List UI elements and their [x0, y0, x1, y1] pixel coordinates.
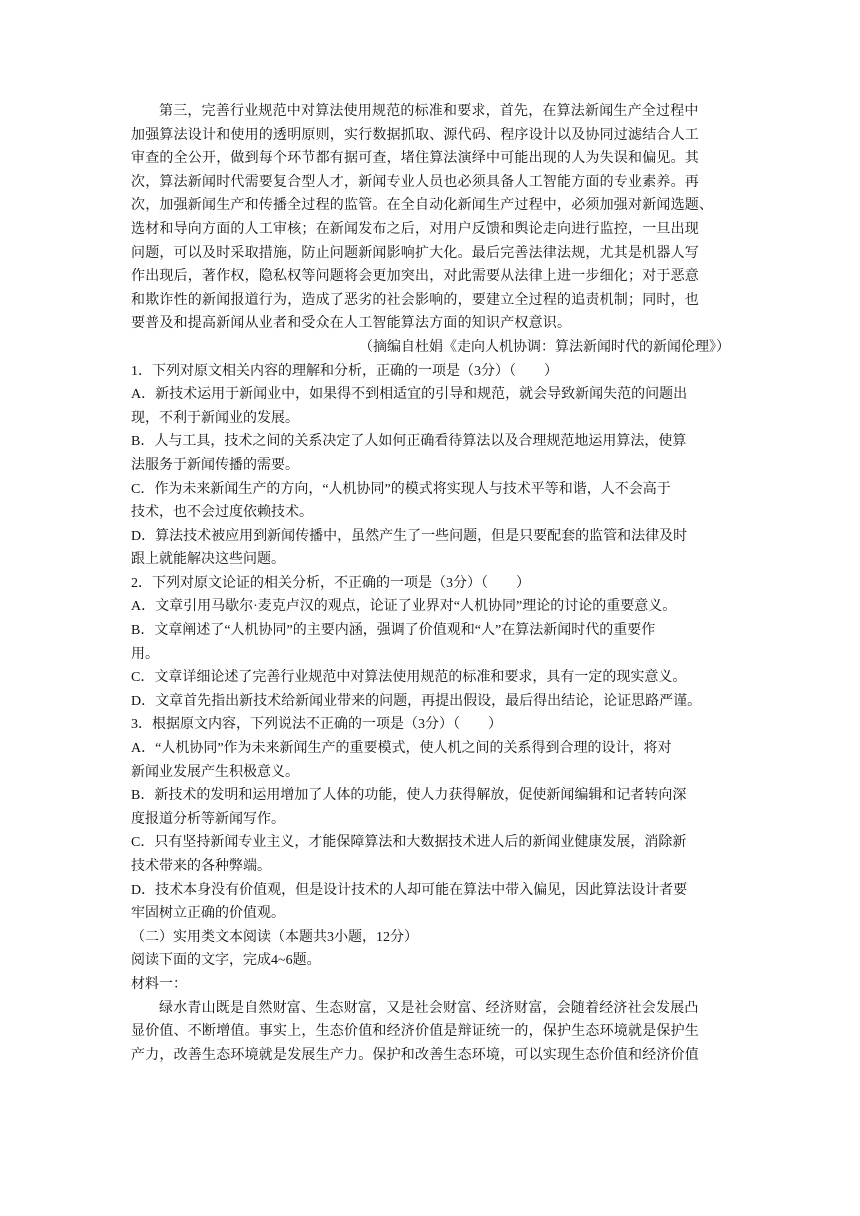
- option-c-cont: 技术带来的各种弊端。: [131, 859, 271, 874]
- passage-line: 第三，完善行业规范中对算法使用规范的标准和要求，首先，在算法新闻生产全过程中: [159, 103, 699, 119]
- question-1: [131, 360, 736, 572]
- passage-line: 次，加强新闻生产和传播全过程的监管。在全自动化新闻生产过程中，必须加强对新闻选题、: [131, 197, 714, 214]
- question-3: [131, 713, 736, 925]
- passage-line: 加强算法设计和使用的透明原则，实行数据抓取、源代码、程序设计以及协同过滤结合人工: [131, 126, 699, 143]
- question-2: [131, 572, 736, 714]
- section-instruction: 阅读下面的文字，完成4~6题。: [131, 953, 321, 969]
- option-b: B．文章阐述了“人机协同”的主要内涵，强调了价值观和“人”在算法新闻时代的重要作: [131, 623, 656, 639]
- passage-line: 次，算法新闻时代需要复合型人才，新闻专业人员也必须具备人工智能方面的专业素养。再: [131, 173, 699, 190]
- option-a: A．文章引用马歇尔·麦克卢汉的观点，论证了业界对“人机协同”理论的讨论的重要意义。: [131, 599, 677, 615]
- option-a-cont: 现，不利于新闻业的发展。: [131, 410, 299, 426]
- question-stem: 3．根据原文内容，下列说法不正确的一项是（3分）（ ）: [131, 717, 502, 733]
- option-a: A．新技术运用于新闻业中，如果得不到相适宜的引导和规范，就会导致新闻失范的问题出: [131, 387, 688, 403]
- passage-line: 问题，可以及时采取措施，防止问题新闻影响扩大化。最后完善法律法规，尤其是机器人写: [131, 244, 699, 261]
- option-c: C．只有坚持新闻专业主义，才能保障算法和大数据技术进人后的新闻业健康发展，消除新: [131, 835, 687, 851]
- material-label: 材料一：: [131, 976, 187, 992]
- question-stem: 1．下列对原文相关内容的理解和分析，正确的一项是（3分）（ ）: [131, 363, 558, 379]
- option-c: C．文章详细论述了完善行业规范中对算法使用规范的标准和要求，具有一定的现实意义。: [131, 670, 687, 686]
- option-d: D．算法技术被应用到新闻传播中，虽然产生了一些问题，但是只要配套的监管和法律及时: [131, 528, 688, 544]
- option-d: D．文章首先指出新技术给新闻业带来的问题，再提出假设，最后得出结论，论证思路严谨。: [131, 693, 702, 709]
- option-b-cont: 用。: [131, 646, 159, 662]
- passage-line: 审查的全公开，做到每个环节都有据可查，堵住算法演绎中可能出现的人为失误和偏见。其: [131, 150, 699, 167]
- passage-line: 和欺诈性的新闻报道行为，造成了恶劣的社会影响的，要建立全过程的追责机制；同时，也: [131, 291, 699, 308]
- option-b-cont: 度报道分析等新闻写作。: [131, 811, 285, 827]
- option-b: B．人与工具，技术之间的关系决定了人如何正确看待算法以及合理规范地运用算法，使算: [131, 434, 687, 450]
- section-2-header: [131, 926, 736, 997]
- passage-line: 作出现后，著作权，隐私权等问题将会更加突出，对此需要从法律上进一步细化；对于恶意: [131, 268, 699, 285]
- option-b: B．新技术的发明和运用增加了人体的功能，使人力获得解放，促使新闻编辑和记者转向深: [131, 788, 687, 804]
- question-stem: 2．下列对原文论证的相关分析，不正确的一项是（3分）（ ）: [131, 575, 530, 591]
- section-heading: （二）实用类文本阅读（本题共3小题，12分）: [131, 929, 418, 945]
- material-paragraph: [131, 997, 736, 1068]
- option-d-cont: 跟上就能解决这些问题。: [131, 552, 285, 568]
- passage-line: 要普及和提高新闻从业者和受众在人工智能算法方面的知识产权意识。: [131, 315, 572, 332]
- option-b-cont: 法服务于新闻传播的需要。: [131, 457, 299, 473]
- material-line: 绿水青山既是自然财富、生态财富，又是社会财富、经济财富，会随着经济社会发展凸: [159, 999, 699, 1016]
- passage-source: （摘编自杜娟《走向人机协调：算法新闻时代的新闻伦理》）: [359, 339, 730, 355]
- option-c-cont: 技术，也不会过度依赖技术。: [131, 505, 313, 521]
- option-a: A．“人机协同”作为未来新闻生产的重要模式，使人机之间的关系得到合理的设计，将对: [131, 741, 672, 757]
- option-d: D．技术本身没有价值观，但是设计技术的人却可能在算法中带入偏见，因此算法设计者要: [131, 882, 688, 898]
- option-a-cont: 新闻业发展产生积极意义。: [131, 764, 299, 780]
- passage-line: 选材和导向方面的人工审核；在新闻发布之后，对用户反馈和舆论走向进行监控，一旦出现: [131, 220, 699, 237]
- material-line: 产力，改善生态环境就是发展生产力。保护和改善生态环境，可以实现生态价值和经济价值: [131, 1046, 699, 1063]
- material-line: 显价值、不断增值。事实上，生态价值和经济价值是辩证统一的，保护生态环境就是保护生: [131, 1023, 699, 1040]
- exam-page: [131, 100, 736, 1067]
- option-d-cont: 牢固树立正确的价值观。: [131, 906, 285, 922]
- option-c: C．作为未来新闻生产的方向，“人机协同”的模式将实现人与技术平等和谐，人不会高于: [131, 481, 671, 497]
- passage-paragraph: [131, 100, 736, 336]
